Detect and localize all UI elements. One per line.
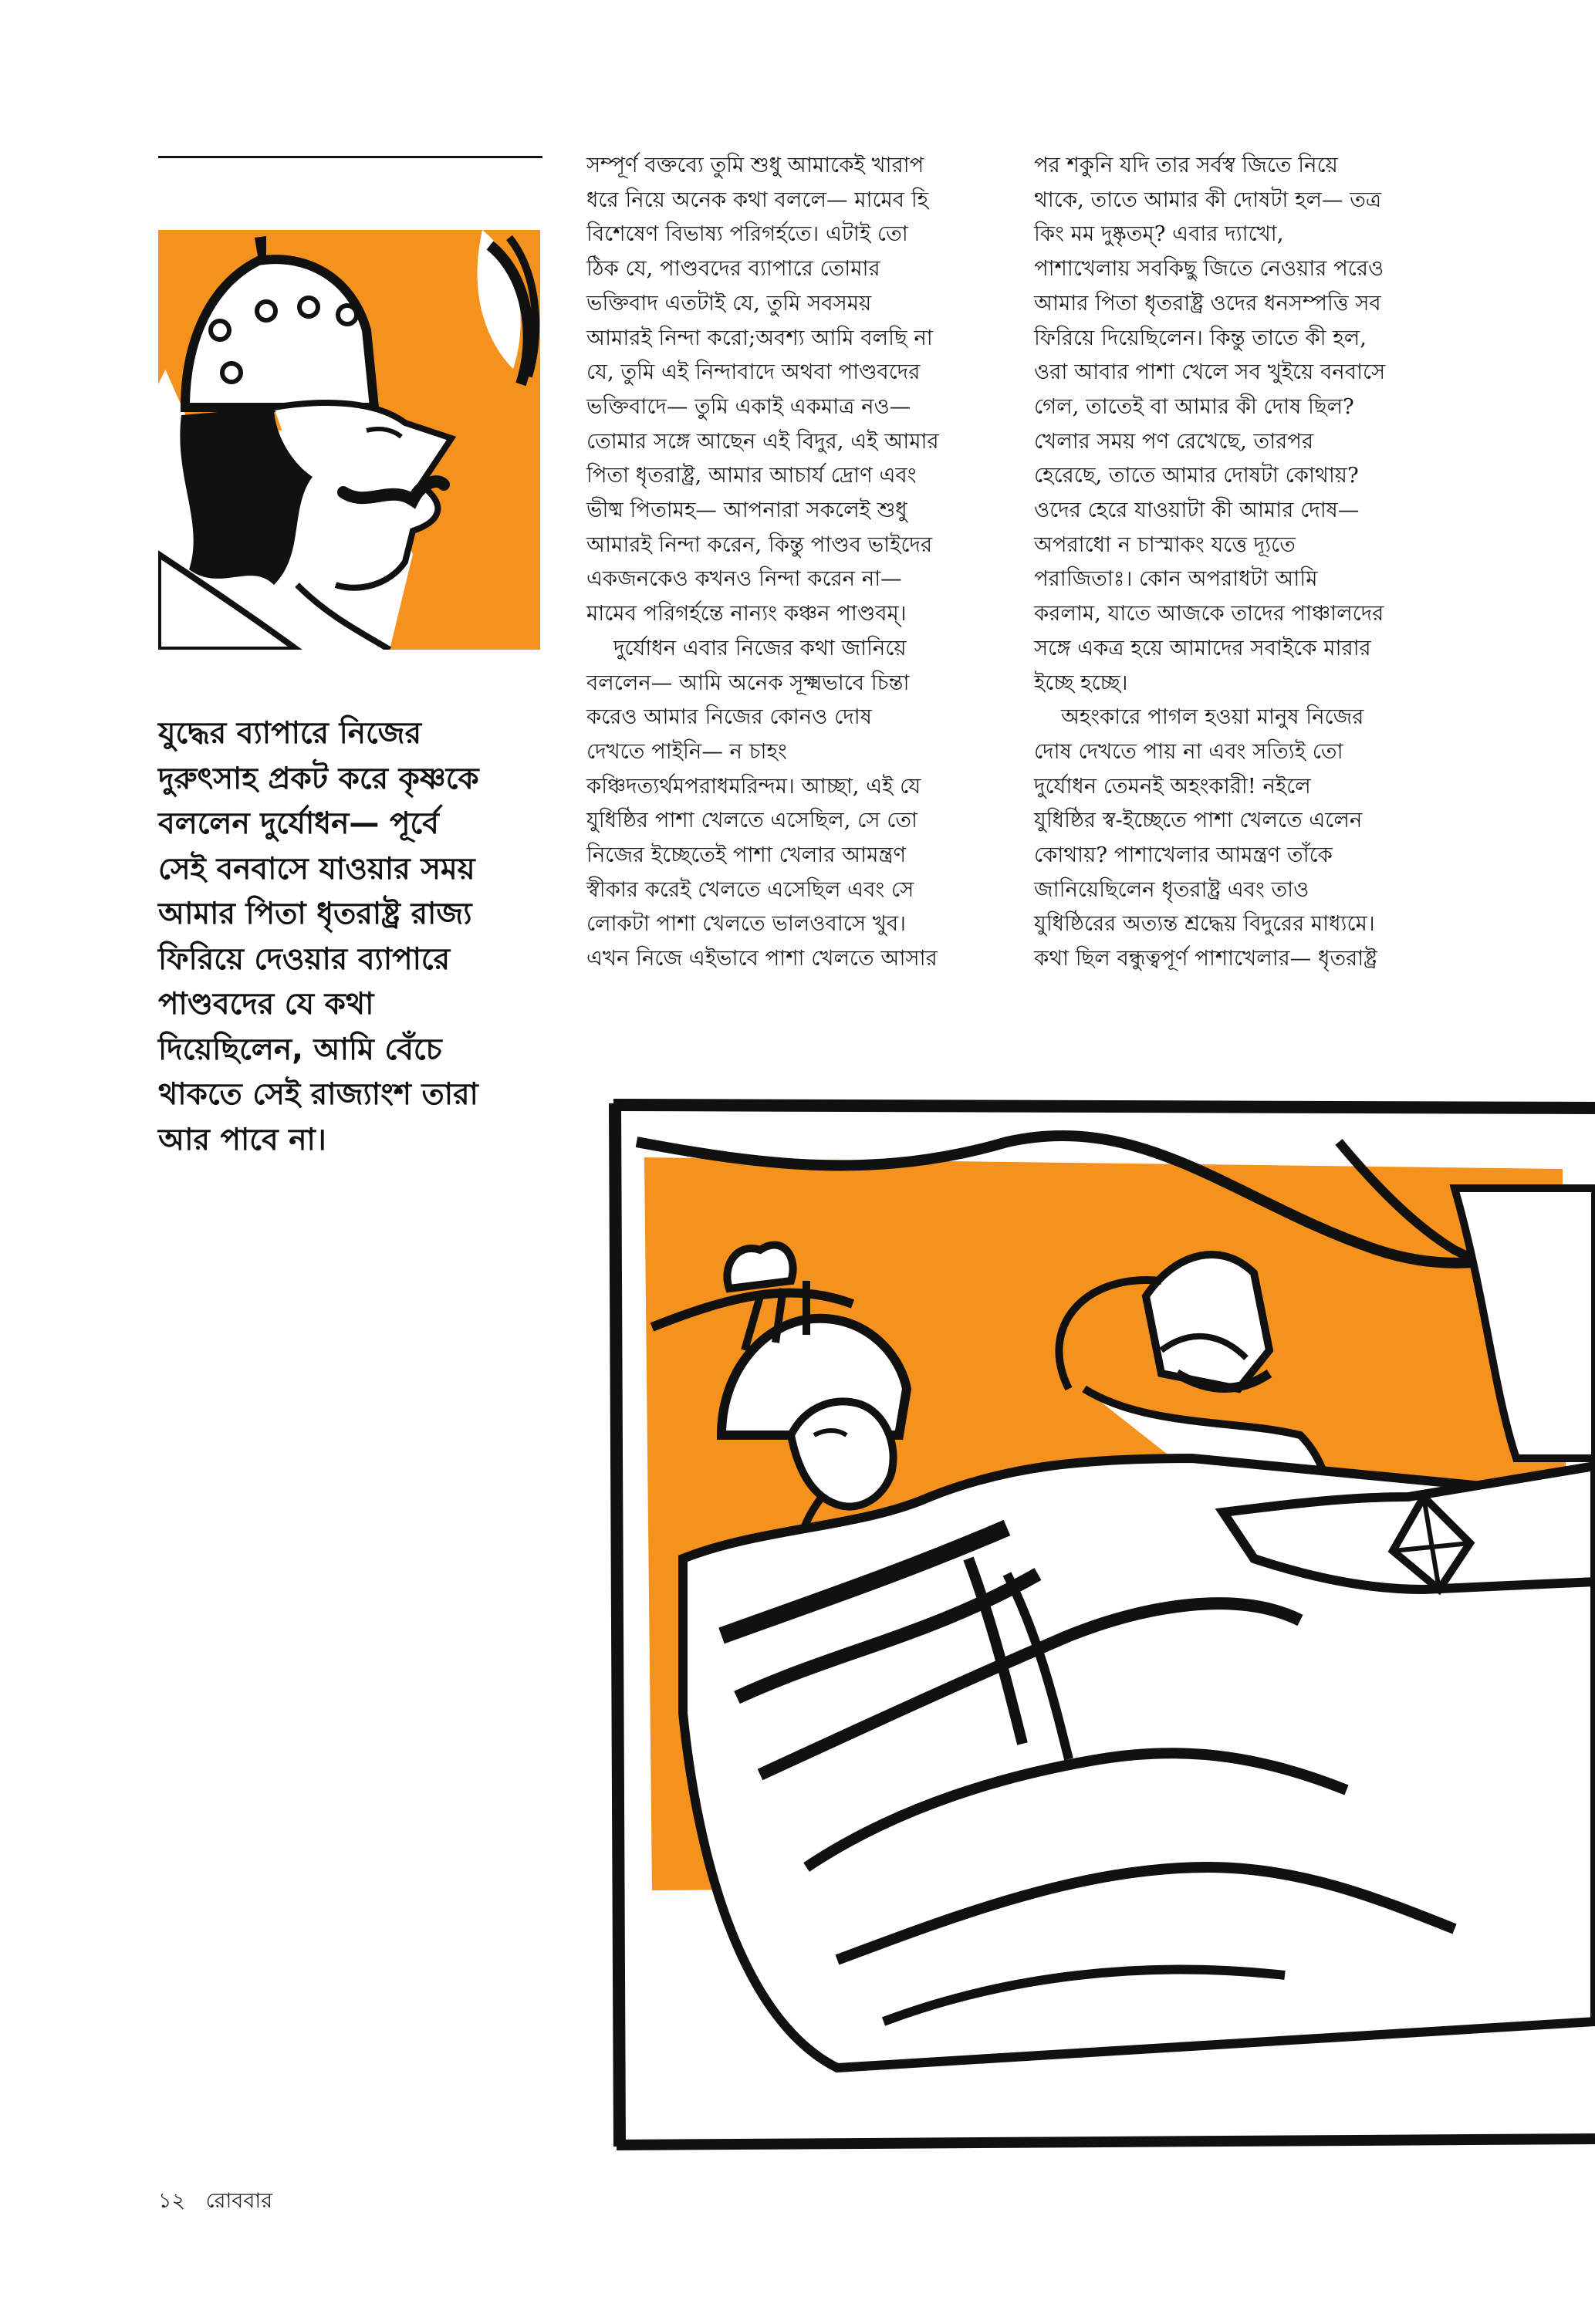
body-line: বললেন— আমি অনেক সূক্ষ্মভাবে চিন্তা xyxy=(586,670,910,695)
body-line: দোষ দেখতে পায় না এবং সত্যিই তো xyxy=(1034,738,1343,764)
body-line: নিজের ইচ্ছেতেই পাশা খেলার আমন্ত্রণ xyxy=(586,843,907,868)
body-line: ভীষ্ম পিতামহ— আপনারা সকলেই শুধু xyxy=(586,498,907,523)
pull-quote-line: বললেন দুর্যোধন— পূর্বে xyxy=(158,806,439,841)
body-line: সম্পূর্ণ বক্তব্যে তুমি শুধু আমাকেই খারাপ xyxy=(586,153,924,177)
body-line: জানিয়েছিলেন ধৃতরাষ্ট্র এবং তাও xyxy=(1034,877,1309,902)
pull-quote-line: আমার পিতা ধৃতরাষ্ট্র রাজ্য xyxy=(158,897,472,931)
body-line: আমারই নিন্দা করো;অবশ্য আমি বলছি না xyxy=(586,325,933,350)
body-line: আমার পিতা ধৃতরাষ্ট্র ওদের ধনসম্পত্তি সব xyxy=(1034,290,1381,316)
portrait-illustration xyxy=(158,230,540,650)
body-column-1 xyxy=(586,148,988,976)
body-line: তোমার সঙ্গে আছেন এই বিদুর, এই আমার xyxy=(586,428,939,454)
body-line: আমারই নিন্দা করেন, কিন্তু পাণ্ডব ভাইদের xyxy=(586,532,933,557)
body-line: যুধিষ্ঠির পাশা খেলতে এসেছিল, সে তো xyxy=(586,808,918,833)
body-line: কথা ছিল বন্ধুত্বপূর্ণ পাশাখেলার— ধৃতরাষ্ট্র xyxy=(1034,946,1377,971)
body-line: দেখতে পাইনি— ন চাহং xyxy=(586,738,787,764)
body-line: কোথায়? পাশাখেলার আমন্ত্রণ তাঁকে xyxy=(1034,843,1333,868)
body-line: পরাজিতাঃ। কোন অপরাধটা আমি xyxy=(1034,566,1318,592)
body-line: কিং মম দুষ্কৃতম্? এবার দ্যাখো, xyxy=(1034,221,1284,247)
magazine-name: রোববার xyxy=(205,2189,273,2213)
pull-quote-line: যুদ্ধের ব্যাপারে নিজের xyxy=(158,716,422,751)
body-line: ইচ্ছে হচ্ছে। xyxy=(1034,670,1128,695)
body-line: একজনকেও কখনও নিন্দা করেন না— xyxy=(586,566,902,592)
body-line: পিতা ধৃতরাষ্ট্র, আমার আচার্য দ্রোণ এবং xyxy=(586,463,917,488)
pull-quote xyxy=(158,711,559,1163)
body-line: ওদের হেরে যাওয়াটা কী আমার দোষ— xyxy=(1034,498,1360,523)
body-line: ভক্তিবাদে— তুমি একাই একমাত্র নও— xyxy=(586,394,911,419)
body-line: যুধিষ্ঠিরের অত্যন্ত শ্রদ্ধেয় বিদুরের মাধ্যমে। xyxy=(1034,911,1375,937)
body-line: করলাম, যাতে আজকে তাদের পাঞ্চালদের xyxy=(1034,601,1384,627)
body-line: যুধিষ্ঠির স্ব-ইচ্ছেতে পাশা খেলতে এলেন xyxy=(1034,808,1363,833)
body-line: ফিরিয়ে দিয়েছিলেন। কিন্তু তাতে কী হল, xyxy=(1034,325,1367,350)
pull-quote-line: সেই বনবাসে যাওয়ার সময় xyxy=(158,851,475,887)
body-line: যে, তুমি এই নিন্দাবাদে অথবা পাণ্ডবদের xyxy=(586,360,921,385)
pull-quote-line: দুরুৎসাহ প্রকট করে কৃষ্ণকে xyxy=(158,761,479,796)
page-footer xyxy=(158,2185,286,2220)
body-line: এখন নিজে এইভাবে পাশা খেলতে আসার xyxy=(586,946,938,971)
body-line: লোকটা পাশা খেলতে ভালওবাসে খুব। xyxy=(586,911,906,937)
main-illustration xyxy=(606,1096,1595,2153)
pull-quote-line: ফিরিয়ে দেওয়ার ব্যাপারে xyxy=(158,941,451,977)
body-line: সঙ্গে একত্র হয়ে আমাদের সবাইকে মারার xyxy=(1034,635,1371,660)
body-line: দুর্যোধন এবার নিজের কথা জানিয়ে xyxy=(586,635,907,660)
body-line: স্বীকার করেই খেলতে এসেছিল এবং সে xyxy=(586,877,914,902)
body-line: থাকে, তাতে আমার কী দোষটা হল— তত্র xyxy=(1034,187,1382,212)
body-line: মামেব পরিগর্হন্তে নান্যং কঞ্চন পাণ্ডবম্। xyxy=(586,601,907,627)
body-column-2 xyxy=(1034,148,1443,976)
body-line: খেলার সময় পণ রেখেছে, তারপর xyxy=(1034,428,1314,454)
top-rule xyxy=(158,156,542,158)
page-number: ১২ xyxy=(158,2189,186,2213)
pull-quote-line: দিয়েছিলেন, আমি বেঁচে xyxy=(158,1032,442,1067)
body-line: দুর্যোধন তেমনই অহংকারী! নইলে xyxy=(1034,773,1311,799)
body-line: বিশেষেণ বিভাষ্য পরিগর্হতে। এটাই তো xyxy=(586,221,908,247)
pull-quote-line: পাণ্ডবদের যে কথা xyxy=(158,987,374,1022)
body-line: ভক্তিবাদ এতটাই যে, তুমি সবসময় xyxy=(586,290,872,316)
body-line: ঠিক যে, পাণ্ডবদের ব্যাপারে তোমার xyxy=(586,256,880,282)
body-line: ধরে নিয়ে অনেক কথা বললে— মামেব হি xyxy=(586,187,929,212)
pull-quote-line: আর পাবে না। xyxy=(158,1122,326,1157)
body-line: অহংকারে পাগল হওয়া মানুষ নিজের xyxy=(1034,704,1364,730)
body-line: ওরা আবার পাশা খেলে সব খুইয়ে বনবাসে xyxy=(1034,360,1386,385)
pull-quote-line: থাকতে সেই রাজ্যাংশ তারা xyxy=(158,1077,478,1112)
body-line: করেও আমার নিজের কোনও দোষ xyxy=(586,704,872,730)
body-line: গেল, তাতেই বা আমার কী দোষ ছিল? xyxy=(1034,394,1354,419)
body-line: অপরাধো ন চাস্মাকং যত্তে দ্যূতে xyxy=(1034,532,1296,557)
body-line: পর শকুনি যদি তার সর্বস্ব জিতে নিয়ে xyxy=(1034,153,1338,177)
body-line: পাশাখেলায় সবকিছু জিতে নেওয়ার পরেও xyxy=(1034,256,1384,282)
body-line: হেরেছে, তাতে আমার দোষটা কোথায়? xyxy=(1034,463,1359,488)
body-line: কঞ্চিদত্যর্থমপরাধমরিন্দম। আচ্ছা, এই যে xyxy=(586,773,921,799)
